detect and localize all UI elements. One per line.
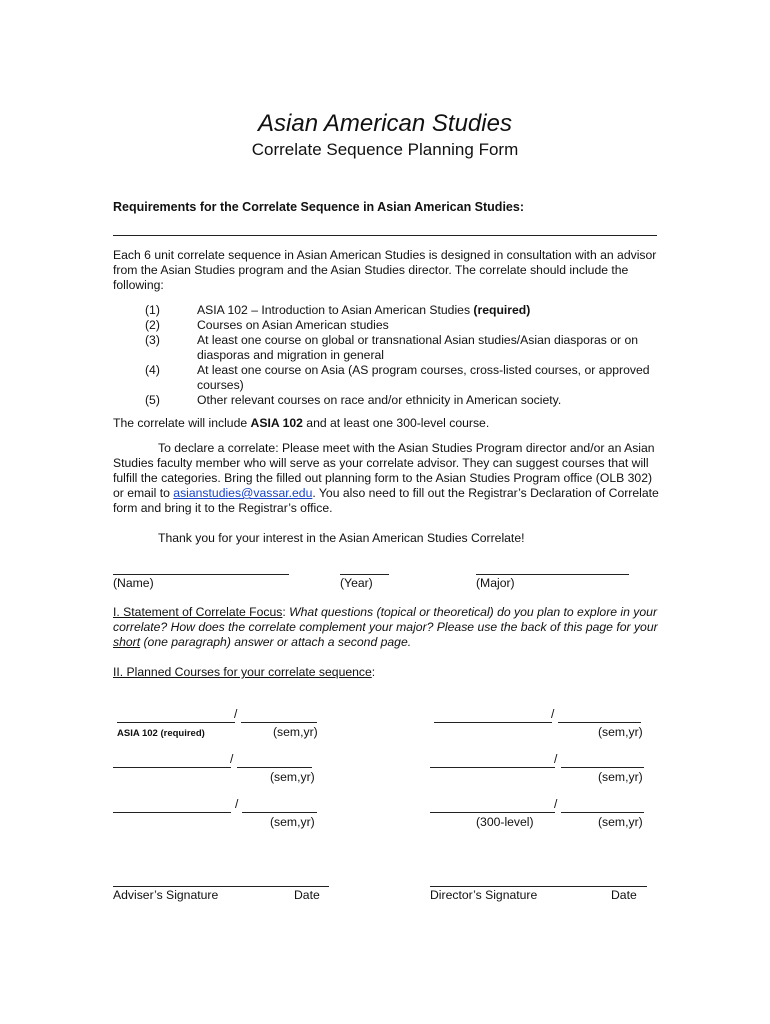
list-item-text: At least one course on Asia (AS program courses, cross-listed courses, or approved courses) (197, 363, 650, 392)
email-link[interactable]: asianstudies@vassar.edu (173, 486, 313, 500)
list-item-number: (4) (145, 363, 160, 377)
thanks-text: Thank you for your interest in the Asian American Studies Correlate! (158, 531, 525, 545)
major-label: (Major) (476, 576, 515, 590)
course-5-sem-yr: (sem,yr) (598, 770, 643, 784)
course-3-sem-yr: (sem,yr) (270, 815, 315, 829)
heading-rule (113, 235, 657, 236)
focus-short: short (113, 635, 141, 649)
list-item (145, 303, 665, 318)
course-2-slash: / (230, 752, 234, 766)
list-item-required: (required) (473, 303, 531, 317)
adviser-date-label: Date (294, 888, 320, 902)
list-item-text: At least one course on global or transnational Asian studies/Asian diasporas or on diasporas and migration in general (197, 333, 639, 362)
declare-paragraph (113, 441, 659, 516)
course-6-level-note: (300-level) (476, 815, 534, 829)
requirements-intro: Each 6 unit correlate sequence in Asian American Studies is designed in consultation with an advisor from the Asian Studies program and the Asian Studies director. The correlate should include the following: (113, 248, 657, 292)
page-title: Asian American Studies (258, 110, 512, 137)
focus-label: I. Statement of Correlate Focus (113, 605, 283, 619)
focus-question-end: (one paragraph) answer or attach a second page. (140, 635, 412, 649)
director-signature-label: Director’s Signature (430, 888, 538, 902)
planned-heading-colon: : (371, 665, 376, 679)
course-6-date-line[interactable] (561, 812, 644, 813)
year-label: (Year) (340, 576, 373, 590)
declare-text: To declare a correlate: Please meet with the Asian Studies Program director and/or an Asian Studies faculty member who will serve as your correlate advisor. They can suggest courses that will fulfill the categories. Bring the filled out planning form to the Asian Studies Program office (OLB 302) or email to (113, 441, 655, 500)
course-1-name-line[interactable] (117, 722, 235, 723)
course-1-required-note: ASIA 102 (required) (117, 728, 205, 739)
course-4-slash: / (551, 707, 555, 721)
course-2-name-line[interactable] (113, 767, 231, 768)
page-subtitle: Correlate Sequence Planning Form (251, 140, 519, 159)
course-6-name-line[interactable] (430, 812, 555, 813)
course-5-date-line[interactable] (561, 767, 644, 768)
list-item (145, 363, 665, 393)
adviser-signature-label: Adviser’s Signature (113, 888, 219, 902)
requirements-heading: Requirements for the Correlate Sequence in Asian American Studies: (113, 200, 524, 214)
name-label: (Name) (113, 576, 154, 590)
planned-heading-text: II. Planned Courses for your correlate sequence (113, 665, 372, 679)
course-2-sem-yr: (sem,yr) (270, 770, 315, 784)
course-1-date-line[interactable] (241, 722, 317, 723)
course-3-date-line[interactable] (242, 812, 317, 813)
list-item (145, 393, 665, 408)
course-4-name-line[interactable] (434, 722, 552, 723)
include-statement (113, 416, 659, 431)
course-2-date-line[interactable] (237, 767, 312, 768)
list-item-text: Courses on Asian American studies (197, 318, 389, 332)
focus-statement (113, 605, 659, 650)
course-5-name-line[interactable] (430, 767, 555, 768)
course-4-date-line[interactable] (558, 722, 641, 723)
list-item-text: ASIA 102 – Introduction to Asian American Studies (197, 303, 474, 317)
list-item-text: Other relevant courses on race and/or ethnicity in American society. (197, 393, 562, 407)
list-item-number: (1) (145, 303, 160, 317)
include-text: The correlate will include (113, 416, 251, 430)
course-5-slash: / (554, 752, 558, 766)
list-item (145, 318, 665, 333)
focus-question: What questions (topical or theoretical) do you plan to explore in your correlate? How does the correlate complement your major? Please use the back of this page for your (113, 605, 658, 634)
planned-courses-heading (113, 665, 375, 679)
include-course: ASIA 102 (250, 416, 303, 430)
adviser-signature-line[interactable] (113, 886, 329, 887)
course-6-sem-yr: (sem,yr) (598, 815, 643, 829)
focus-colon: : (282, 605, 290, 619)
course-1-slash: / (234, 707, 238, 721)
course-3-name-line[interactable] (113, 812, 231, 813)
course-6-slash: / (554, 797, 558, 811)
include-text-end: and at least one 300-level course. (302, 416, 490, 430)
course-3-slash: / (235, 797, 239, 811)
list-item-number: (5) (145, 393, 160, 407)
director-date-label: Date (611, 888, 637, 902)
declare-text-end: . You also need to fill out the Registrar’s Declaration of Correlate form and bring it to the Registrar’s office. (113, 486, 659, 515)
course-1-sem-yr: (sem,yr) (273, 725, 318, 739)
director-signature-line[interactable] (430, 886, 647, 887)
requirements-list (145, 303, 665, 408)
list-item (145, 333, 665, 363)
major-field-line[interactable] (476, 574, 629, 575)
list-item-number: (3) (145, 333, 160, 347)
course-4-sem-yr: (sem,yr) (598, 725, 643, 739)
name-field-line[interactable] (113, 574, 289, 575)
list-item-number: (2) (145, 318, 160, 332)
year-field-line[interactable] (340, 574, 389, 575)
